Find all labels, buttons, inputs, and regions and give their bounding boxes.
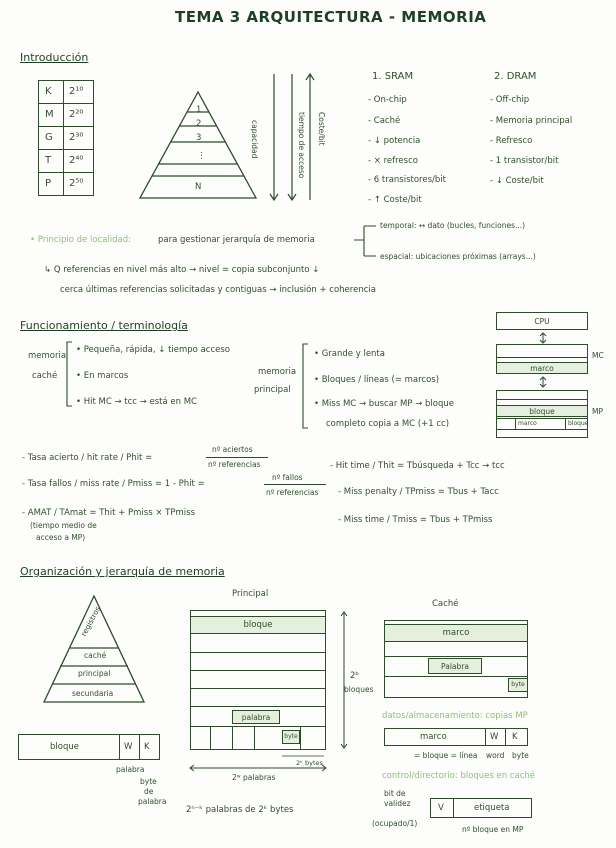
principal-bloques: bloques: [344, 685, 374, 694]
sram-item: - × refresco: [368, 156, 418, 166]
table-divider: [63, 81, 64, 195]
mc-label: MC: [592, 351, 604, 360]
prefix-letter: K: [45, 86, 52, 97]
address-label-palabra: palabra: [116, 765, 145, 774]
prefix-letter: P: [45, 178, 52, 189]
cache-n-bloque: nº bloque en MP: [462, 825, 524, 834]
miss-rate-num: nº fallos: [272, 473, 303, 482]
dram-item: - 1 transistor/bit: [490, 156, 559, 166]
cache-datos: datos/almacenamiento: copias MP: [382, 711, 528, 721]
pyramid-level-label: 2: [196, 119, 202, 129]
prefix-power: 2²⁰: [69, 109, 84, 120]
dram-item: - Refresco: [490, 136, 533, 146]
cache-control: control/directorio: bloques en caché: [382, 771, 536, 781]
principal-2w-palabras: 2ʷ palabras: [232, 773, 276, 782]
cache-byte-txt: byte: [512, 751, 529, 760]
cache-item: • En marcos: [76, 371, 129, 381]
mp-cell-marco: marco: [518, 420, 537, 427]
hierarchy-arrows: [268, 72, 318, 202]
dram-item: - ↓ Coste/bit: [490, 176, 544, 186]
cache-marco-format: [384, 728, 528, 746]
prefix-row: [39, 173, 93, 196]
prefix-letter: G: [45, 132, 53, 143]
mc-marco-label: marco: [530, 363, 554, 373]
cache-label: caché: [32, 371, 58, 381]
prefix-power: 2⁴⁰: [69, 155, 84, 166]
principal-2b: 2ᵇ: [350, 671, 360, 681]
localidad-espacial: espacial: ubicaciones próximas (arrays...): [380, 252, 536, 261]
pyramid-level-label: N: [195, 182, 202, 192]
prefix-letter: M: [45, 109, 54, 120]
miss-rate: - Tasa fallos / miss rate / Pmiss = 1 - Phit =: [22, 479, 205, 489]
address-label-byte: byte: [140, 777, 157, 786]
miss-time: - Miss time / Tmiss = Tbus + TPmiss: [338, 515, 493, 525]
localidad-label: • Principio de localidad:: [30, 235, 131, 245]
mp-label: memoria: [258, 367, 297, 377]
address-format: [18, 734, 160, 760]
miss-penalty: - Miss penalty / TPmiss = Tbus + Tacc: [338, 487, 499, 497]
cache-v-field: V: [438, 803, 444, 813]
prefix-row: [39, 127, 93, 150]
localidad-line1: ↳ Q referencias en nivel más alto → nivel = copia subconjunto ↓: [44, 265, 320, 275]
cache-word: word: [486, 751, 505, 760]
amat-note: acceso a MP): [36, 533, 86, 542]
org-level: principal: [78, 669, 111, 678]
bit-validez: (ocupado/1): [372, 819, 418, 828]
amat-note: (tiempo medio de: [30, 521, 97, 530]
section-heading-organizacion: Organización y jerarquía de memoria: [20, 565, 225, 578]
section-heading-introduccion: Introducción: [20, 51, 89, 64]
address-label-de: de: [144, 787, 154, 796]
bit-validez: bit de: [384, 789, 406, 798]
mp-bloque-label: bloque: [529, 406, 555, 416]
dram-item: - Memoria principal: [490, 116, 573, 126]
mp-item: • Miss MC → buscar MP → bloque: [314, 399, 455, 409]
dram-title: 2. DRAM: [494, 71, 537, 82]
localidad-text: para gestionar jerarquía de memoria: [158, 235, 315, 245]
principal-byte-label: byte: [284, 733, 298, 740]
prefix-row: [39, 150, 93, 173]
pyramid-level-label: 1: [196, 105, 202, 115]
cache-title: Caché: [432, 599, 459, 609]
miss-rate-den: nº referencias: [266, 488, 319, 497]
prefix-power: 2³⁰: [69, 132, 84, 143]
address-bloque: bloque: [50, 742, 79, 752]
principal-arrows: [186, 608, 356, 788]
org-level: registros: [79, 604, 103, 638]
mp-item: completo copia a MC (+1 cc): [326, 419, 450, 429]
sram-item: - Caché: [368, 116, 401, 126]
sram-item: - ↓ potencia: [368, 136, 421, 146]
hit-time: - Hit time / Thit = Tbúsqueda + Tcc → tcc: [330, 461, 505, 471]
cpu-mc-arrow: [538, 332, 548, 344]
prefix-row: [39, 104, 93, 127]
prefix-power: 2¹⁰: [69, 86, 84, 97]
cache-palabra: [428, 658, 482, 674]
cache-etiqueta-field: etiqueta: [474, 803, 510, 813]
sram-item: - On-chip: [368, 95, 407, 105]
cache-brace: [64, 340, 74, 410]
principal-formula: 2ⁿ⁻ᵏ palabras de 2ᵏ bytes: [186, 805, 294, 815]
sram-item: - ↑ Coste/bit: [368, 195, 422, 205]
address-label-palabra2: palabra: [138, 797, 167, 806]
cache-byte-label: byte: [511, 681, 525, 688]
sram-item: - 6 transistores/bit: [368, 175, 446, 185]
page-title: TEMA 3 ARQUITECTURA - MEMORIA: [175, 8, 487, 26]
cache-palabra-label: Palabra: [441, 661, 469, 671]
amat: - AMAT / TAmat = Thit + Pmiss × TPmiss: [22, 508, 195, 518]
mp-brace: [300, 342, 310, 432]
address-w: W: [124, 742, 133, 752]
pyramid-level-label: 3: [196, 133, 202, 143]
cache-marco-label: marco: [442, 628, 470, 638]
principal-palabra-label: palabra: [241, 712, 271, 722]
localidad-temporal: temporal: ↔ dato (bucles, funciones...): [380, 221, 526, 230]
cache-w-field: W: [490, 732, 499, 742]
mp-label: MP: [592, 407, 603, 416]
cache-marco-row: [384, 624, 528, 642]
bit-validez: validez: [384, 799, 411, 808]
cpu-box: [496, 312, 588, 330]
mp-label: principal: [254, 385, 291, 395]
address-k: K: [144, 742, 150, 752]
hit-rate-num: nº aciertos: [212, 445, 253, 454]
section-heading-funcionamiento: Funcionamiento / terminología: [20, 319, 188, 332]
principal-title: Principal: [232, 589, 269, 599]
cache-marco-field: marco: [420, 732, 447, 742]
arrow-label-coste: Coste/bit: [317, 112, 326, 146]
prefix-letter: T: [45, 155, 52, 166]
localidad-line2: cerca últimas referencias solicitadas y contiguas → inclusión + coherencia: [60, 285, 376, 295]
arrow-label-capacidad: capacidad: [250, 120, 259, 159]
mp-bloque: [496, 405, 588, 417]
org-level: secundaria: [72, 689, 114, 698]
sram-title: 1. SRAM: [372, 71, 414, 82]
org-level: caché: [84, 651, 107, 660]
mp-item: • Grande y lenta: [314, 349, 385, 359]
localidad-brace: [352, 222, 382, 262]
cache-k-field: K: [512, 732, 518, 742]
mc-mp-arrow: [538, 376, 548, 388]
mp-cell-bloque: bloque: [568, 420, 589, 427]
principal-bloque-label: bloque: [243, 620, 273, 630]
arrow-label-tiempo: tiempo de acceso: [297, 112, 306, 179]
cache-byte: [508, 678, 528, 692]
mc-marco: [496, 362, 588, 374]
principal-2k-bytes: 2ᵏ bytes: [296, 759, 323, 767]
cache-item: • Pequeña, rápida, ↓ tiempo acceso: [76, 345, 230, 355]
hit-rate: - Tasa acierto / hit rate / Phit =: [22, 453, 153, 463]
cache-item: • Hit MC → tcc → está en MC: [76, 397, 197, 407]
prefix-power: 2⁵⁰: [69, 178, 84, 189]
pyramid-level-label: ⋮: [197, 151, 206, 161]
mp-item: • Bloques / líneas (= marcos): [314, 375, 440, 385]
dram-item: - Off-chip: [490, 95, 530, 105]
hit-rate-den: nº referencias: [208, 460, 261, 469]
prefix-table: [38, 80, 94, 196]
cache-label: memoria: [28, 351, 67, 361]
prefix-row: [39, 81, 93, 104]
cpu-label: CPU: [534, 316, 550, 326]
cache-marco-eq: = bloque = línea: [414, 751, 478, 760]
